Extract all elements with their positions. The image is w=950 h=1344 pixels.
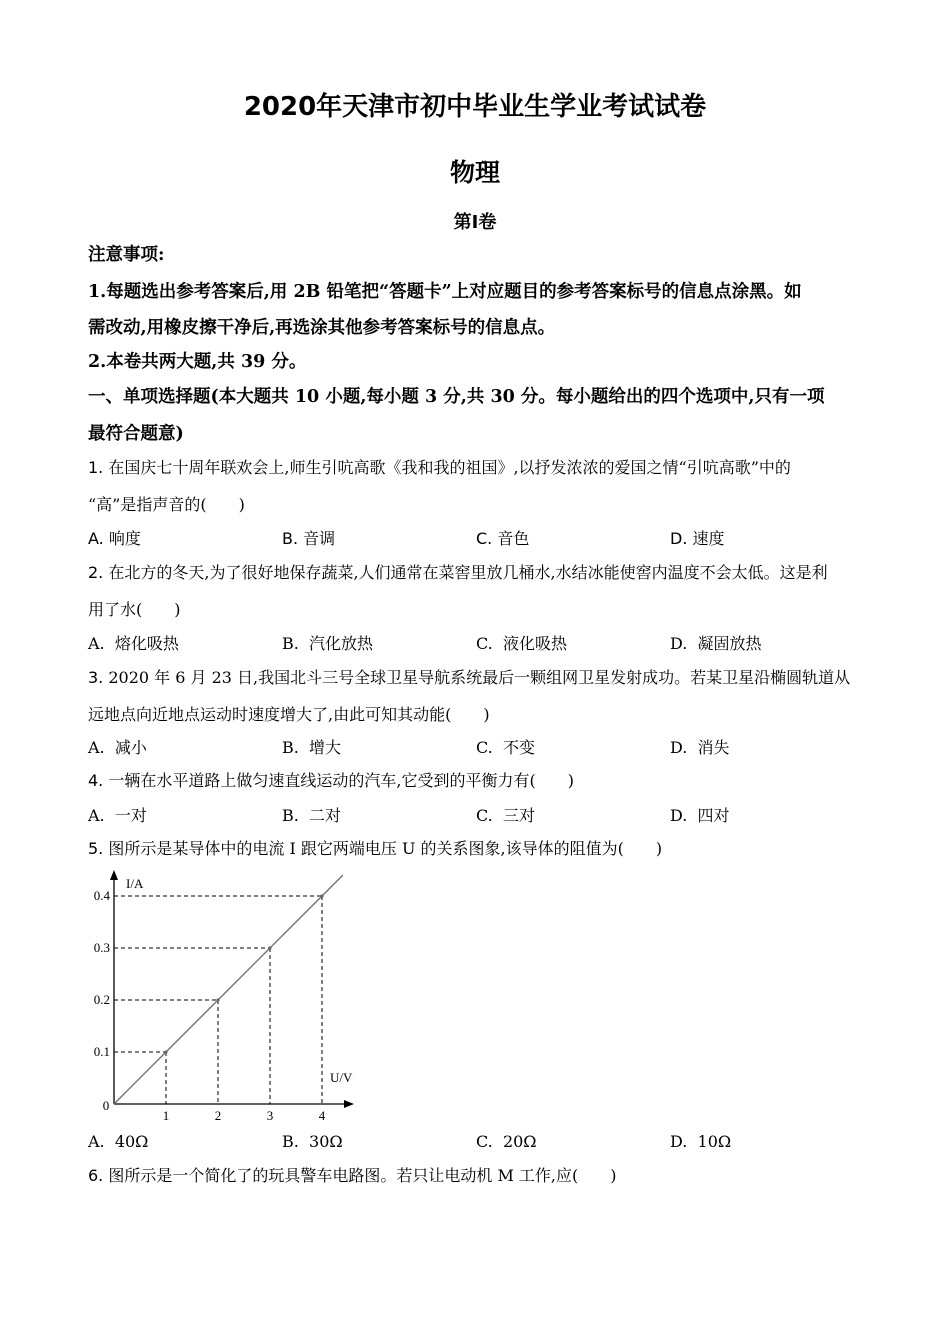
x-axis-label: U/V <box>330 1070 353 1085</box>
question-3-line-1 <box>88 666 878 690</box>
question-4-line-1 <box>88 769 878 793</box>
option-c: C. 不变 <box>476 738 535 757</box>
y-tick-label: 0.2 <box>93 992 110 1007</box>
question-number: 5. <box>88 839 104 858</box>
x-tick-label: 2 <box>214 1108 222 1123</box>
question-text: 2020 年 6 月 23 日,我国北斗三号全球卫星导航系统最后一颗组网卫星发射成功。若某卫星沿椭圆轨道从 <box>108 668 851 687</box>
question-1-options <box>88 527 878 551</box>
option-d: D. 四对 <box>670 806 730 825</box>
x-tick-label: 4 <box>318 1108 326 1123</box>
question-6-line-1 <box>88 1164 878 1188</box>
question-number: 4. <box>88 771 104 790</box>
question-5-options <box>88 1130 878 1154</box>
question-text: 图所示是某导体中的电流 I 跟它两端电压 U 的关系图象,该导体的阻值为( ) <box>108 839 663 858</box>
question-number: 2. <box>88 563 104 582</box>
option-d: D. 10Ω <box>670 1132 732 1151</box>
option-b: B. 汽化放热 <box>282 634 374 653</box>
question-3-options <box>88 736 878 760</box>
data-point <box>164 1050 167 1053</box>
section-1-heading-line-1: 一、单项选择题(本大题共 10 小题,每小题 3 分,共 30 分。每小题给出的四个选项中,只有一项 <box>88 387 825 407</box>
option-a: A. 熔化吸热 <box>88 634 179 653</box>
option-c: C. 三对 <box>476 806 535 825</box>
option-b: B. 二对 <box>282 806 342 825</box>
section-1-heading-line-2: 最符合题意) <box>88 424 184 444</box>
option-c: C. 20Ω <box>476 1132 537 1151</box>
exam-title: 2020年天津市初中毕业生学业考试试卷 <box>243 92 707 122</box>
question-4-options <box>88 804 878 828</box>
question-number: 1. <box>88 458 104 477</box>
option-a: A. 40Ω <box>88 1132 149 1151</box>
y-axis-arrow <box>110 870 118 880</box>
x-tick-label: 3 <box>266 1108 274 1123</box>
y-tick-label: 0.4 <box>93 888 110 903</box>
question-number: 3. <box>88 668 104 687</box>
question-text: 在北方的冬天,为了很好地保存蔬菜,人们通常在菜窖里放几桶水,水结冰能使窖内温度不会太低。这是利 <box>108 563 828 582</box>
volume-title: 第Ⅰ卷 <box>453 212 497 233</box>
current-voltage-graph <box>84 868 364 1123</box>
data-line <box>114 875 343 1104</box>
question-text: 一辆在水平道路上做匀速直线运动的汽车,它受到的平衡力有( ) <box>108 771 574 790</box>
y-tick-label: 0.3 <box>93 940 110 955</box>
subject-title: 物理 <box>449 158 500 187</box>
question-2-line-2: 用了水( ) <box>88 600 181 619</box>
option-a: A. 响度 <box>88 529 141 548</box>
option-c: C. 音色 <box>476 529 530 548</box>
note-item-2: 2.本卷共两大题,共 39 分。 <box>88 352 307 372</box>
option-b: B. 30Ω <box>282 1132 343 1151</box>
option-b: B. 音调 <box>282 529 336 548</box>
x-axis-arrow <box>344 1100 354 1108</box>
notes-heading: 注意事项: <box>88 245 165 265</box>
question-text: 在国庆七十周年联欢会上,师生引吭高歌《我和我的祖国》,以抒发浓浓的爱国之情“引吭高歌”中的 <box>108 458 791 477</box>
option-c: C. 液化吸热 <box>476 634 567 653</box>
question-1-line-2: “高”是指声音的( ) <box>88 495 245 514</box>
question-2-options <box>88 632 878 656</box>
data-point <box>320 894 323 897</box>
origin-label: 0 <box>102 1098 110 1113</box>
question-1-line-1 <box>88 456 878 480</box>
question-3-line-2: 远地点向近地点运动时速度增大了,由此可知其动能( ) <box>88 705 490 724</box>
data-point <box>268 946 271 949</box>
question-2-line-1 <box>88 561 878 585</box>
question-number: 6. <box>88 1166 104 1185</box>
option-d: D. 消失 <box>670 738 730 757</box>
option-a: A. 减小 <box>88 738 147 757</box>
note-item-1-line-1: 1.每题选出参考答案后,用 2B 铅笔把“答题卡”上对应题目的参考答案标号的信息点涂黑。如 <box>88 282 802 302</box>
option-b: B. 增大 <box>282 738 342 757</box>
question-text: 图所示是一个简化了的玩具警车电路图。若只让电动机 M 工作,应( ) <box>108 1166 617 1185</box>
x-tick-label: 1 <box>162 1108 170 1123</box>
note-item-1-line-2: 需改动,用橡皮擦干净后,再选涂其他参考答案标号的信息点。 <box>88 318 556 338</box>
y-tick-label: 0.1 <box>93 1044 110 1059</box>
question-5-line-1 <box>88 837 878 861</box>
y-axis-label: I/A <box>126 876 144 891</box>
option-a: A. 一对 <box>88 806 147 825</box>
option-d: D. 速度 <box>670 529 725 548</box>
data-point <box>216 998 219 1001</box>
option-d: D. 凝固放热 <box>670 634 762 653</box>
